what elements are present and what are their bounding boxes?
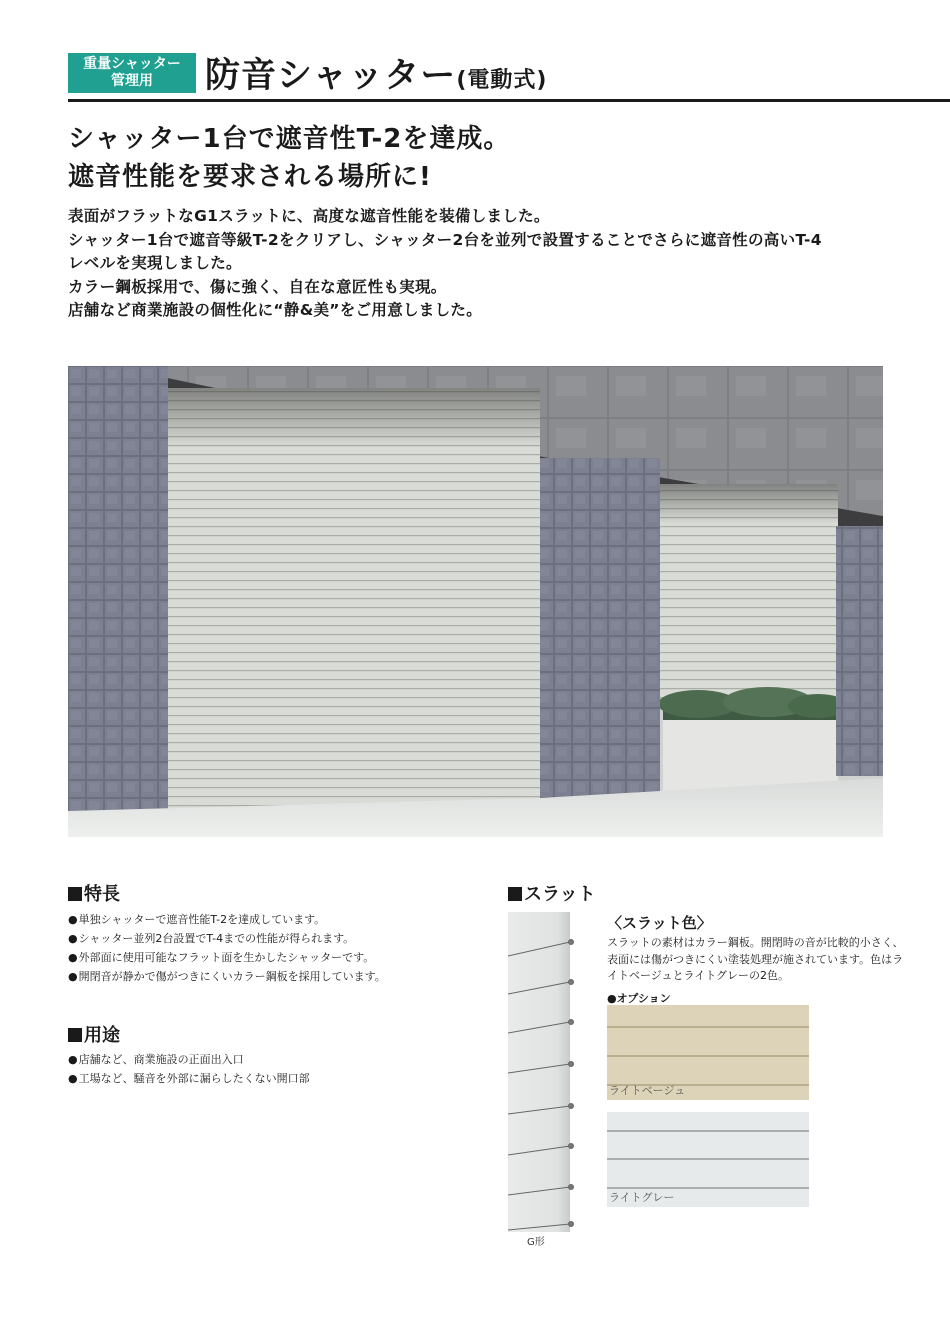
- bullet-icon: ●: [68, 970, 78, 983]
- body-line: 表面がフラットなG1スラットに、高度な遮音性能を装備しました。: [68, 207, 550, 225]
- bullet-icon: ●: [68, 951, 78, 964]
- swatch-light-grey: [607, 1112, 809, 1207]
- list-item: [68, 1069, 310, 1088]
- lead-line-2: 遮音性能を要求される場所に!: [68, 162, 432, 192]
- slat-desc-line: 表面には傷がつきにくい塗装処理が施されています。色はラ: [607, 952, 904, 966]
- option-label: ●オプション: [607, 992, 671, 1005]
- features-heading: [68, 880, 120, 906]
- list-item: [68, 967, 386, 986]
- features-heading-label: 特長: [84, 884, 120, 905]
- slat-desc-line: イトベージュとライトグレーの2色。: [607, 969, 790, 982]
- heading-square-icon: [508, 887, 522, 901]
- swatch-name: ライトグレー: [609, 1191, 675, 1204]
- list-item-text: 開閉音が静かで傷がつきにくいカラー鋼板を採用しています。: [78, 970, 386, 983]
- header-rule: [68, 99, 950, 102]
- features-list: [68, 910, 386, 986]
- slat-heading-label: スラット: [524, 884, 596, 905]
- body-copy: [68, 205, 898, 323]
- slat-desc-line: スラットの素材はカラー鋼板。開閉時の音が比較的小さく、: [607, 936, 904, 949]
- uses-heading: [68, 1021, 120, 1047]
- lead-line-1: シャッター1台で遮音性T-2を達成。: [68, 124, 511, 154]
- list-item-text: 外部面に使用可能なフラット面を生かしたシャッターです。: [78, 951, 375, 964]
- body-line: カラー鋼板採用で、傷に強く、自在な意匠性も実現。: [68, 277, 447, 296]
- body-line: 店舗など商業施設の個性化に“静&美”をご用意しました。: [68, 301, 482, 319]
- slat-description: [607, 935, 904, 985]
- list-item-text: 店舗など、商業施設の正面出入口: [78, 1053, 244, 1066]
- list-item: [68, 1050, 310, 1069]
- category-badge: [68, 53, 196, 93]
- slat-heading: [508, 880, 596, 906]
- swatch-slat-line: [607, 1026, 809, 1028]
- swatch-slat-line: [607, 1130, 809, 1132]
- heading-square-icon: [68, 887, 82, 901]
- bullet-icon: ●: [68, 932, 78, 945]
- list-item-text: 単独シャッターで遮音性能T-2を達成しています。: [78, 913, 326, 926]
- badge-line-1: 重量シャッター: [83, 56, 181, 72]
- swatch-name: ライトベージュ: [609, 1084, 686, 1097]
- bullet-icon: ●: [68, 1072, 78, 1085]
- slat-image-label: G形: [527, 1237, 545, 1248]
- swatch-slat-line: [607, 1055, 809, 1057]
- bullet-icon: ●: [68, 913, 78, 926]
- list-item-text: シャッター並列2台設置でT-4までの性能が得られます。: [78, 932, 355, 945]
- page-title: [205, 48, 547, 94]
- slat-color-title: 〈スラット色〉: [607, 914, 712, 932]
- body-line: レベルを実現しました。: [68, 254, 242, 272]
- lead-copy: [68, 120, 888, 196]
- swatch-slat-line: [607, 1158, 809, 1160]
- badge-line-2: 管理用: [111, 73, 153, 89]
- slat-profile-image: [508, 912, 578, 1232]
- page-title-main: 防音シャッター: [205, 56, 457, 96]
- list-item: [68, 929, 386, 948]
- list-item: [68, 910, 386, 929]
- list-item-text: 工場など、騒音を外部に漏らしたくない開口部: [78, 1072, 310, 1085]
- heading-square-icon: [68, 1028, 82, 1042]
- swatch-light-beige: [607, 1005, 809, 1100]
- body-line: シャッター1台で遮音等級T-2をクリアし、シャッター2台を並列で設置することでさらに遮音性の高いT-4: [68, 230, 822, 249]
- bullet-icon: ●: [68, 1053, 78, 1066]
- storefront-photo: [68, 366, 883, 837]
- list-item: [68, 948, 386, 967]
- page-title-sub: (電動式): [456, 68, 548, 93]
- uses-heading-label: 用途: [84, 1025, 120, 1046]
- uses-list: [68, 1050, 310, 1088]
